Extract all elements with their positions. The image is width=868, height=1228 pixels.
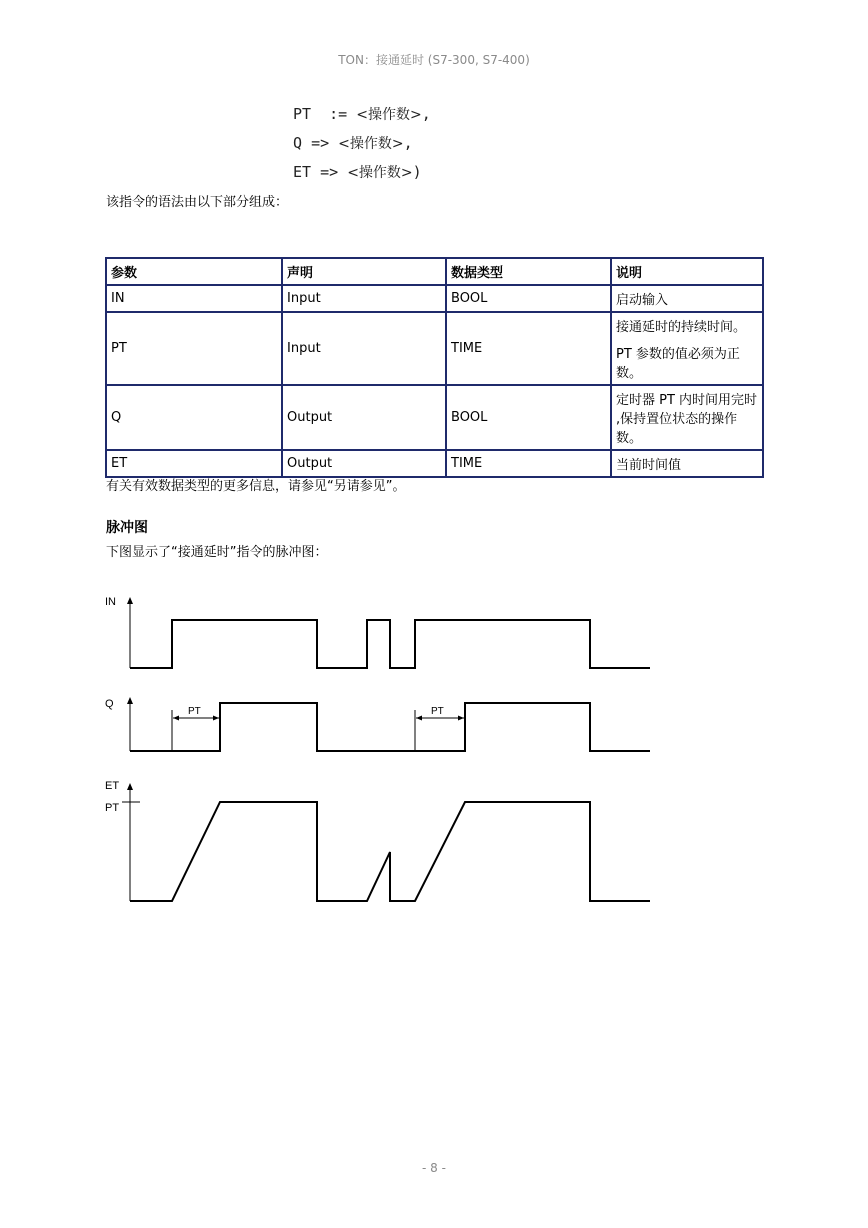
cell-decl: Output: [282, 385, 446, 450]
table-row: [106, 450, 763, 477]
cell-desc: [611, 312, 763, 385]
table-header-type: 数据类型: [446, 258, 611, 285]
q-axis-label: Q: [105, 698, 114, 710]
more-info-text: 有关有效数据类型的更多信息，请参见“另请参见”。: [106, 479, 406, 494]
cell-desc: 定时器 PT 内时间用完时 ,保持置位状态的操作数。: [611, 385, 763, 450]
pt-marker-2-arrow-right: [458, 716, 464, 721]
cell-desc-line: PT 参数的值必须为正数。: [616, 347, 740, 381]
table-row: [106, 312, 763, 385]
et-signal-trace: [130, 802, 650, 901]
pt-marker-1-arrow-left: [173, 716, 179, 721]
cell-decl: Input: [282, 312, 446, 385]
cell-decl: Input: [282, 285, 446, 312]
table-row: [106, 285, 763, 312]
cell-type: TIME: [446, 450, 611, 477]
page-number: - 8 -: [422, 1161, 446, 1175]
cell-param: ET: [106, 450, 282, 477]
q-axis-arrow: [127, 697, 133, 704]
table-header-param: 参数: [106, 258, 282, 285]
cell-decl: Output: [282, 450, 446, 477]
in-axis-label: IN: [105, 596, 116, 608]
table-header-desc: 说明: [611, 258, 763, 285]
cell-desc: 启动输入: [611, 285, 763, 312]
et-axis-label: ET: [105, 780, 120, 792]
table-header-row: [106, 258, 763, 285]
pt-marker-2-arrow-left: [416, 716, 422, 721]
pt-marker-1-arrow-right: [213, 716, 219, 721]
cell-param: PT: [106, 312, 282, 385]
cell-type: TIME: [446, 312, 611, 385]
et-pt-label: PT: [105, 802, 120, 814]
syntax-line-pt: PT := <操作数>,: [293, 105, 431, 123]
cell-param: IN: [106, 285, 282, 312]
pulse-diagram-heading: 脉冲图: [106, 520, 148, 536]
pt-marker-1-label: PT: [188, 706, 201, 717]
pt-marker-2-label: PT: [431, 706, 444, 717]
cell-type: BOOL: [446, 285, 611, 312]
cell-desc: 当前时间值: [611, 450, 763, 477]
cell-type: BOOL: [446, 385, 611, 450]
cell-param: Q: [106, 385, 282, 450]
pulse-diagram-intro: 下图显示了“接通延时”指令的脉冲图：: [106, 545, 328, 560]
in-signal-trace: [130, 620, 650, 668]
page-header: TON：接通延时 (S7-300, S7-400): [338, 53, 530, 67]
q-signal-trace: [130, 703, 650, 751]
pulse-diagram: [100, 590, 660, 910]
parameter-table: [105, 257, 764, 478]
table-header-decl: 声明: [282, 258, 446, 285]
et-axis-arrow: [127, 783, 133, 790]
syntax-line-q: Q => <操作数>,: [293, 134, 413, 152]
in-axis-arrow: [127, 597, 133, 604]
syntax-intro: 该指令的语法由以下部分组成：: [106, 195, 289, 210]
cell-desc-line: 接通延时的持续时间。: [616, 320, 747, 335]
syntax-line-et: ET => <操作数>): [293, 163, 422, 181]
table-row: [106, 385, 763, 450]
